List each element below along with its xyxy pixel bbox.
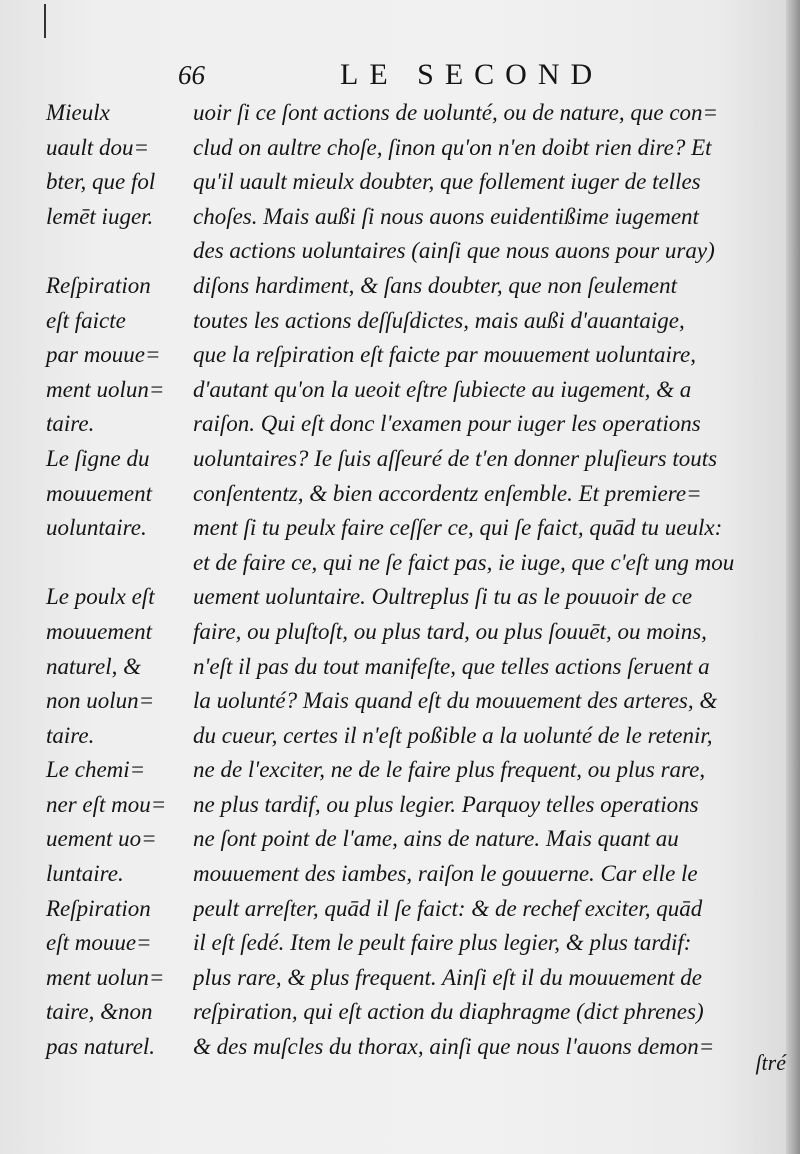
text-line: mouuement des iambes, raiſon le gouuerne. Car elle le — [193, 861, 698, 887]
margin-note-line: Reſpiration — [46, 895, 151, 921]
text-line: des actions uoluntaires (ainſi que nous auons pour uray) — [193, 238, 715, 264]
text-line: ment ſi tu peulx faire ceſſer ce, qui ſe faict, quād tu ueulx: — [193, 515, 723, 541]
margin-note-line: uault dou= — [46, 134, 150, 160]
text-line: d'autant qu'on la ueoit eſtre ſubiecte au iugement, & a — [193, 376, 692, 402]
text-line: il eſt ſedé. Item le peult faire plus legier, & plus tardif: — [193, 930, 692, 956]
text-line: conſententz, & bien accordentz enſemble. Et premiere= — [193, 480, 702, 506]
margin-note-line: uement uo= — [46, 826, 157, 852]
margin-note-line: lemēt iuger. — [46, 203, 154, 229]
margin-note-line: Le chemi= — [46, 757, 146, 783]
text-line: raiſon. Qui eſt donc l'examen pour iuger les operations — [193, 411, 701, 437]
margin-note-line: Reſpiration — [46, 272, 151, 298]
page-header — [0, 58, 800, 98]
text-line: la uolunté? Mais quand eſt du mouuement des arteres, & — [193, 688, 718, 714]
text-line: ne de l'exciter, ne de le faire plus frequent, ou plus rare, — [193, 757, 706, 783]
margin-note-line: pas naturel. — [46, 1034, 156, 1060]
text-line: toutes les actions deſſuſdictes, mais außi d'auantaige, — [193, 307, 685, 333]
margin-note-line: taire. — [46, 411, 95, 437]
text-line: & des muſcles du thorax, ainſi que nous l'auons demon= — [193, 1034, 715, 1060]
text-line: ne ſont point de l'ame, ains de nature. Mais quant au — [193, 826, 679, 852]
margin-note-line — [46, 234, 196, 269]
body-text — [193, 96, 793, 1065]
text-line: diſons hardiment, & ſans doubter, que non ſeulement — [193, 272, 678, 298]
margin-note-line: naturel, & — [46, 653, 141, 679]
margin-note-line: Mieulx — [46, 100, 110, 125]
text-line: plus rare, & plus frequent. Ainſi eſt il du mouuement de — [193, 964, 702, 990]
margin-mark — [44, 4, 46, 38]
margin-note-line: Le poulx eſt — [46, 584, 155, 610]
text-line: clud on aultre choſe, ſinon qu'on n'en doibt rien dire? Et — [193, 134, 712, 160]
text-line: uoluntaires? Ie ſuis aſſeuré de t'en donner pluſieurs touts — [193, 445, 718, 471]
margin-note-line: taire, &non — [46, 999, 153, 1025]
text-line: qu'il uault mieulx doubter, que follement iuger de telles — [193, 169, 701, 195]
text-line: n'eſt il pas du tout manifeſte, que telles actions ſeruent a — [193, 653, 710, 679]
margin-note-line: ner eſt mou= — [46, 791, 167, 817]
margin-note-line: luntaire. — [46, 861, 124, 887]
margin-note-line — [46, 546, 196, 581]
margin-note-line: non uolun= — [46, 688, 155, 714]
margin-note-line: uoluntaire. — [46, 515, 147, 541]
margin-note-line: par mouue= — [46, 342, 161, 368]
text-line: que la reſpiration eſt faicte par mouuement uoluntaire, — [193, 342, 696, 368]
catchword: ſtré — [755, 1050, 786, 1075]
margin-note-line: Le ſigne du — [46, 445, 150, 471]
text-line: du cueur, certes il n'eſt poßible a la uolunté de le retenir, — [193, 722, 713, 748]
text-line: uoir ſi ce ſont actions de uolunté, ou de nature, que con= — [193, 100, 719, 125]
margin-note-line: mouuement — [46, 618, 153, 644]
text-line: et de faire ce, qui ne ſe faict pas, ie iuge, que c'eſt ung mou — [193, 549, 735, 575]
margin-note-line: eſt mouue= — [46, 930, 152, 956]
margin-note-line: ment uolun= — [46, 376, 165, 402]
text-line: peult arreſter, quād il ſe faict: & de rechef exciter, quād — [193, 895, 703, 921]
text-line: reſpiration, qui eſt action du diaphragme (dict phrenes) — [193, 999, 704, 1025]
margin-note-line: mouuement — [46, 480, 153, 506]
margin-note-line: taire. — [46, 722, 95, 748]
running-title: LE SECOND — [340, 58, 604, 91]
text-line: choſes. Mais außi ſi nous auons euidentißime iugement — [193, 203, 699, 229]
margin-note-line: bter, que fol — [46, 169, 156, 195]
text-line: faire, ou pluſtoſt, ou plus tard, ou plus ſouuēt, ou moins, — [193, 618, 707, 644]
page-number: 66 — [178, 60, 205, 90]
margin-note-line: ment uolun= — [46, 964, 165, 990]
text-line: ne plus tardif, ou plus legier. Parquoy telles operations — [193, 791, 699, 817]
margin-note-line: eſt faicte — [46, 307, 126, 333]
margin-notes — [46, 96, 196, 1065]
text-line: uement uoluntaire. Oultreplus ſi tu as le pouuoir de ce — [193, 584, 693, 610]
